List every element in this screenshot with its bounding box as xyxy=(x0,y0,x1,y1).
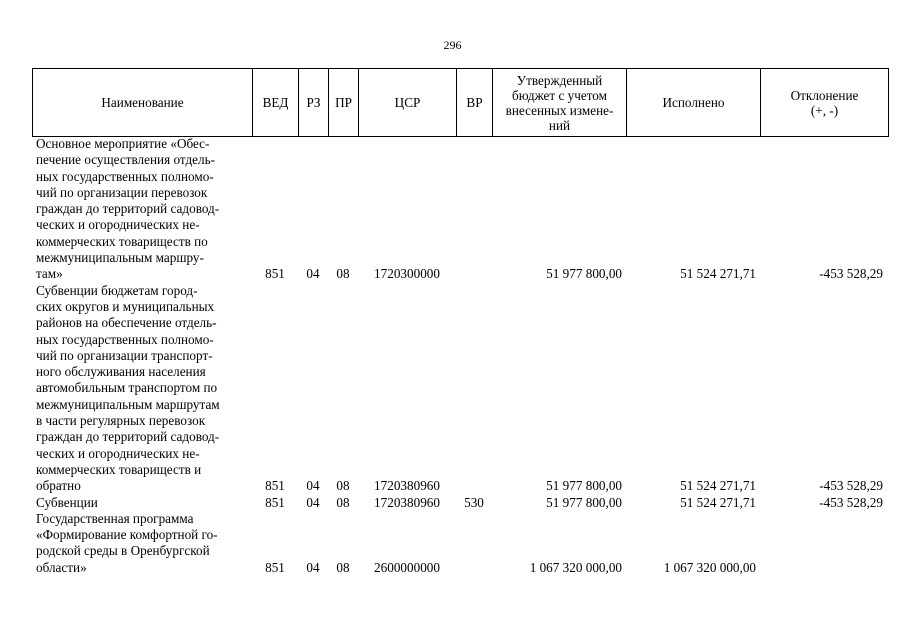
row-name-line: районов на обеспечение отдель- xyxy=(36,315,217,331)
deviation-header-line: Отклонение xyxy=(790,87,859,103)
pr-cell: 08 xyxy=(336,478,350,494)
pr-cell: 08 xyxy=(336,266,350,282)
rz-cell: 04 xyxy=(306,559,320,575)
ved-cell: 851 xyxy=(265,266,285,282)
row-name-line: «Формирование комфортной го- xyxy=(36,527,218,543)
table-row xyxy=(32,495,888,511)
executed-cell: 51 524 271,71 xyxy=(680,478,756,494)
row-name-line: ных государственных полномо- xyxy=(36,168,214,184)
row-name xyxy=(32,283,251,495)
budget-header-line: ний xyxy=(548,117,571,133)
row-name-line: Основное мероприятие «Обес- xyxy=(36,136,210,151)
rz-cell: 04 xyxy=(306,478,320,494)
row-name-line: автомобильным транспортом по xyxy=(36,380,218,396)
col-header-executed: Исполнено xyxy=(627,69,761,137)
col-header-budget xyxy=(493,69,627,137)
row-name xyxy=(32,511,251,576)
deviation-header-line: (+, -) xyxy=(810,102,839,118)
row-name xyxy=(32,495,251,511)
budget-table-body xyxy=(32,136,888,576)
row-name-line: коммерческих товариществ по xyxy=(36,233,208,249)
budget-cell: 1 067 320 000,00 xyxy=(529,559,622,575)
table-row xyxy=(32,283,888,495)
row-name-line: печение осуществления отдель- xyxy=(36,152,216,168)
row-name-line: чий по организации транспорт- xyxy=(36,347,213,363)
deviation-cell: -453 528,29 xyxy=(819,478,883,494)
rz-cell: 04 xyxy=(306,494,320,510)
table-row xyxy=(32,136,888,283)
budget-cell: 51 977 800,00 xyxy=(546,478,622,494)
deviation-cell: -453 528,29 xyxy=(819,266,883,282)
row-name-line: ских округов и муниципальных xyxy=(36,298,215,314)
row-name-line: там» xyxy=(36,266,63,282)
row-name-line: области» xyxy=(36,559,87,575)
row-name xyxy=(32,136,251,283)
executed-cell: 51 524 271,71 xyxy=(680,266,756,282)
budget-header-line: Утвержденный xyxy=(516,72,603,88)
ved-cell: 851 xyxy=(265,494,285,510)
row-name-line: Субвенции бюджетам город- xyxy=(36,282,198,298)
row-name-line: в части регулярных перевозок xyxy=(36,413,206,429)
col-header-deviation xyxy=(761,69,889,137)
row-name-line: обратно xyxy=(36,478,81,494)
budget-cell: 51 977 800,00 xyxy=(546,266,622,282)
pr-cell: 08 xyxy=(336,494,350,510)
rz-cell: 04 xyxy=(306,266,320,282)
csr-cell: 2600000000 xyxy=(374,559,440,575)
row-name-line: Субвенции xyxy=(36,494,98,510)
row-name-line: Государственная программа xyxy=(36,510,194,526)
pr-cell: 08 xyxy=(336,559,350,575)
row-name-line: граждан до территорий садовод- xyxy=(36,201,220,217)
budget-cell: 51 977 800,00 xyxy=(546,494,622,510)
row-name-line: межмуниципальным маршру- xyxy=(36,250,204,266)
row-name-line: коммерческих товариществ и xyxy=(36,461,202,477)
col-header-pr: ПР xyxy=(329,69,359,137)
csr-cell: 1720380960 xyxy=(374,478,440,494)
col-header-ved: ВЕД xyxy=(253,69,299,137)
ved-cell: 851 xyxy=(265,559,285,575)
vr-cell: 530 xyxy=(464,494,484,510)
deviation-cell: -453 528,29 xyxy=(819,494,883,510)
row-name-line: родской среды в Оренбургской xyxy=(36,543,210,559)
row-name-line: ческих и огороднических не- xyxy=(36,217,200,233)
table-row xyxy=(32,511,888,576)
ved-cell: 851 xyxy=(265,478,285,494)
row-name-line: ческих и огороднических не- xyxy=(36,445,200,461)
executed-cell: 51 524 271,71 xyxy=(680,494,756,510)
row-name-line: ного обслуживания населения xyxy=(36,364,206,380)
page-number: 296 xyxy=(443,38,462,52)
budget-table-header xyxy=(32,68,889,137)
budget-header-line: внесенных измене- xyxy=(505,102,614,118)
csr-cell: 1720300000 xyxy=(374,266,440,282)
row-name-line: межмуниципальным маршрутам xyxy=(36,396,220,412)
col-header-name: Наименование xyxy=(33,69,253,137)
col-header-rz: РЗ xyxy=(299,69,329,137)
csr-cell: 1720380960 xyxy=(374,494,440,510)
executed-cell: 1 067 320 000,00 xyxy=(663,559,756,575)
budget-header-line: бюджет с учетом xyxy=(512,87,607,103)
col-header-vr: ВР xyxy=(457,69,493,137)
row-name-line: ных государственных полномо- xyxy=(36,331,214,347)
row-name-line: чий по организации перевозок xyxy=(36,184,208,200)
row-name-line: граждан до территорий садовод- xyxy=(36,429,220,445)
col-header-csr: ЦСР xyxy=(359,69,457,137)
